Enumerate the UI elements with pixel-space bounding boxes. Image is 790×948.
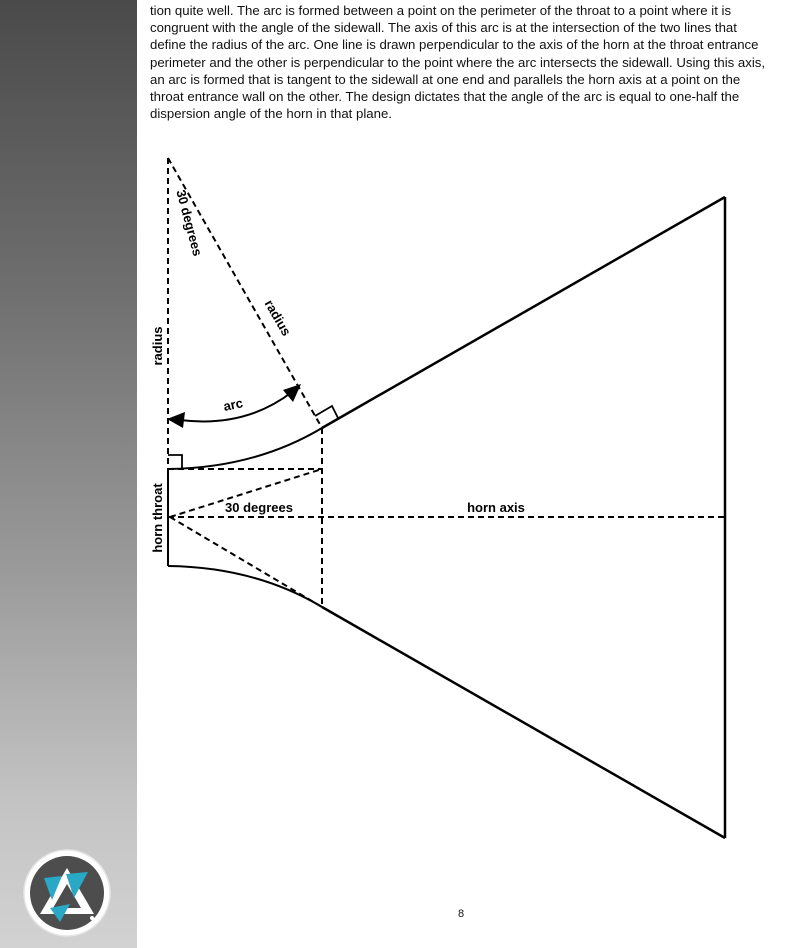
- arc-label: arc: [221, 395, 245, 414]
- angle-top-label: 30 degrees: [173, 188, 206, 258]
- right-angle-marker-sidewall: [315, 406, 338, 418]
- arc-arrowhead-left: [167, 412, 185, 428]
- page-number: 8: [458, 908, 465, 920]
- lower-flare-curve: [168, 566, 322, 607]
- lower-sidewall: [322, 607, 725, 838]
- body-text: tion quite well. The arc is formed between a point on the perimeter of the throat to a point where it is congruent with the angle of the sidewall. The axis of this arc is at the intersection of the two lines that define the radius of the arc. One line is drawn perpendicular to the axis of the horn at the throat entrance perimeter and the other is perpendicular to the point where the arc intersects the sidewall. Using this axis, an arc is formed that is tangent to the sidewall at one end and parallels the horn axis at a point on the throat entrance wall on the other. The design dictates that the angle of the arc is equal to one-half the dispersion angle of the horn in that plane.: [150, 3, 766, 122]
- upper-sidewall: [322, 197, 725, 428]
- upper-flare-curve: [168, 428, 322, 469]
- horn-diagram: [137, 140, 790, 860]
- radius-vertical-label: radius: [150, 326, 165, 366]
- horn-axis-label: horn axis: [467, 500, 525, 515]
- angle-center-label: 30 degrees: [225, 500, 293, 515]
- radius-diagonal-label: radius: [261, 297, 295, 339]
- arc-arrowhead-right: [283, 384, 301, 402]
- lower-angle-line: [170, 517, 322, 607]
- sidebar: [0, 0, 137, 948]
- horn-throat-label: horn throat: [150, 483, 165, 553]
- right-angle-marker-throat: [168, 455, 182, 469]
- company-logo: [22, 848, 112, 938]
